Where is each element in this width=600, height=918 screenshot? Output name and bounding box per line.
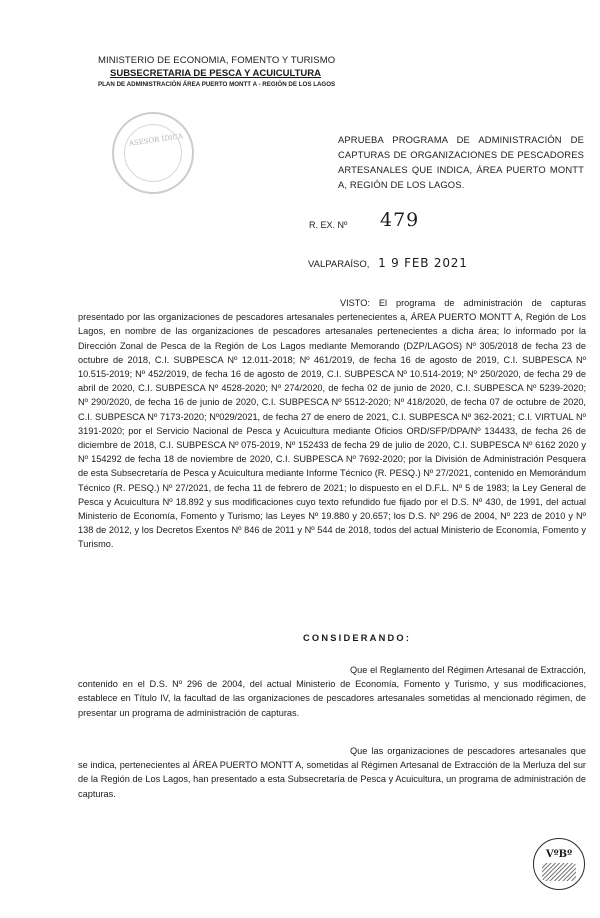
vobo-label: VºBº xyxy=(545,849,573,860)
document-header xyxy=(98,55,378,90)
stamp-text: ASESOR ÍDICA xyxy=(128,132,184,148)
vobo-signature-mark xyxy=(542,863,576,881)
subsecretaria-name: SUBSECRETARIA DE PESCA Y ACUICULTURA xyxy=(110,68,321,79)
plan-subtitle: PLAN DE ADMINISTRACIÓN ÁREA PUERTO MONTT A - REGIÓN DE LOS LAGOS xyxy=(98,81,336,88)
vobo-stamp xyxy=(533,838,585,890)
resolution-number: 479 xyxy=(380,209,420,231)
resolution-label: R. EX. Nº xyxy=(309,220,348,230)
considerando-paragraph-1: Que el Reglamento del Régimen Artesanal de Extracción, contenido en el D.S. Nº 296 de 2004, del actual Ministerio de Economía, Fomento y Turismo, y sus modificaciones, establece en Título IV, la facultad de las organizaciones de pescadores artesanales sometidas al mencionado régimen, de presentar un programa de administración de capturas. xyxy=(78,665,586,718)
legal-advisor-stamp xyxy=(112,112,194,194)
date-stamp: 1 9 FEB 2021 xyxy=(378,256,468,270)
visto-paragraph: VISTO: El programa de administración de capturas presentado por las organizaciones de pescadores artesanales pertenecientes a, ÁREA PUERTO MONTT A, Región de Los Lagos, en nombre de las organizaciones de pescadores artesanales pertenecientes a dicha área; lo informado por la Dirección Zonal de Pesca de la Región de Los Lagos mediante Memorando (DZP/LAGOS) Nº 305/2018 de fecha 23 de octubre de 2018, C.I. SUBPESCA Nº 12.011-2018; Nº 461/2019, de fecha 16 de agosto de 2019, C.I. SUBPESCA Nº 10.515-2019; Nº 452/2019, de fecha 16 de agosto de 2019, C.I. SUBPESCA Nº 10.514-2019; Nº 250/2020, de fecha 29 de abril de 2020, C.I. SUBPESCA Nº 4528-2020; Nº 274/2020, de fecha 02 de junio de 2020, C.I. SUBPESCA Nº 5239-2020; Nº 290/2020, de fecha 16 de junio de 2020, C.I. SUBPESCA Nº 5512-2020; Nº 418/2020, de fecha 07 de octubre de 2020, C.I. SUBPESCA Nº 7173-2020; Nº029/2021, de fecha 27 de enero de 2021, C.I. SUBPESCA Nº 362-2021; C.I. VIRTUAL Nº 3191-2020; por el Servicio Nacional de Pesca y Acuicultura mediante Oficios ORD/SFP/DPA/Nº 134433, de fecha 26 de diciembre de 2018, C.I. SUBPESCA Nº 075-2019, Nº 152433 de fecha 29 de julio de 2020, C.I. SUBPESCA Nº 6162 2020 y Nº 154292 de fecha 18 de noviembre de 2020, C.I. SUBPESCA Nº 7692-2020; por la División de Administración Pesquera de esta Subsecretaría de Pesca y Acuicultura mediante Informe Técnico (R. PESQ.) Nº 27/2021, contenido en Memorándum Técnico (R. PESQ.) Nº 27/2021, de fecha 11 de febrero de 2021; lo dispuesto en el D.F.L. Nº 5 de 1983; la Ley General de Pesca y Acuicultura Nº 18.892 y sus modificaciones cuyo texto refundido fue fijado por el D.S. Nº 430, de 1991, del actual Ministerio de Economía, Fomento y Turismo; las Leyes Nº 19.880 y 20.657; los D.S. Nº 296 de 2004, Nº 223 de 2010 y Nº 138 de 2012, y los Decretos Exentos Nº 846 de 2011 y Nº 544 de 2018, todos del actual Ministerio de Economía, Fomento y Turismo. xyxy=(78,298,586,550)
city: VALPARAÍSO, xyxy=(308,259,370,270)
ministry-name: MINISTERIO DE ECONOMIA, FOMENTO Y TURISMO xyxy=(98,55,336,66)
date-line xyxy=(308,256,468,270)
considerando-paragraph-2: Que las organizaciones de pescadores artesanales que se indica, pertenecientes al ÁREA PUERTO MONTT A, sometidas al Régimen Artesanal de Extracción de la Merluza del sur de la Región de Los Lagos, han presentado a esta Subsecretaría de Pesca y Acuicultura, un programa de administración de capturas. xyxy=(78,746,586,799)
considerando-heading: CONSIDERANDO: xyxy=(303,633,412,643)
resolution-summary: APRUEBA PROGRAMA DE ADMINISTRACIÓN DE CAPTURAS DE ORGANIZACIONES DE PESCADORES ARTESANALES QUE INDICA, ÁREA PUERTO MONTT A, REGIÓN DE LOS LAGOS. xyxy=(338,134,584,190)
